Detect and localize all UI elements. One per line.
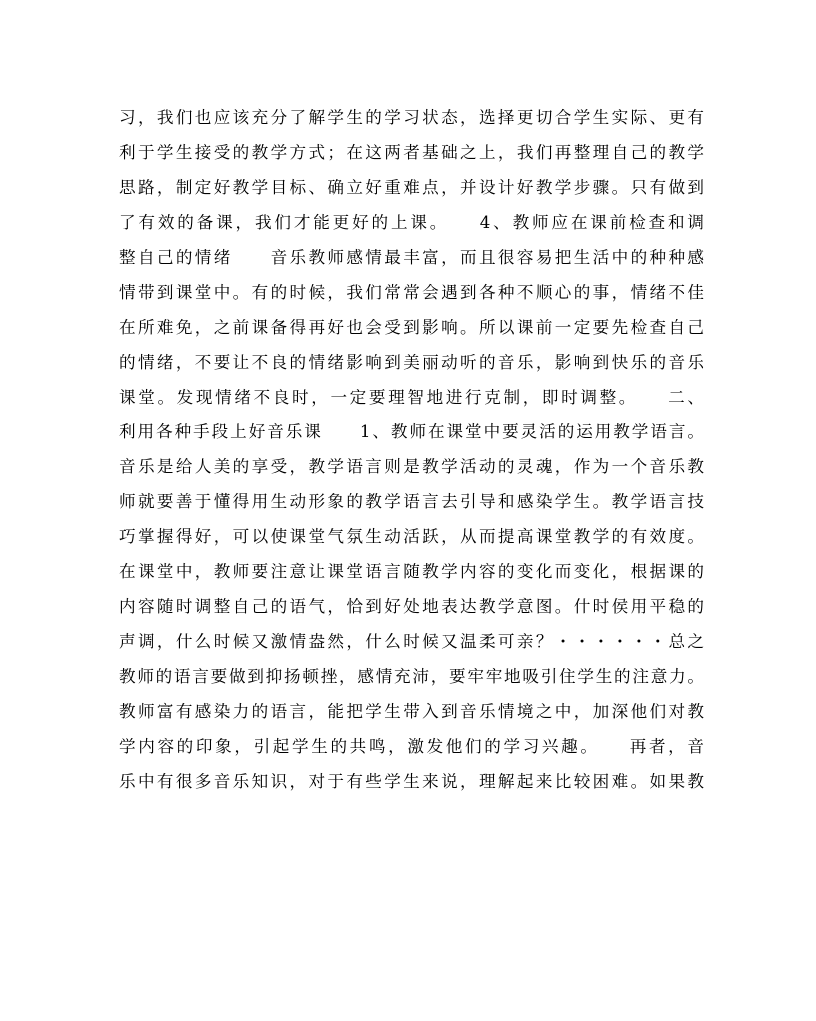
- text-line: 了有效的备课，我们才能更好的上课。 4、教师应在课前检查和调: [119, 212, 704, 232]
- text-line: 教师富有感染力的语言，能把学生带入到音乐情境之中，加深他们对教: [119, 701, 704, 721]
- text-line: 利用各种手段上好音乐课 1、教师在课堂中要灵活的运用教学语言。: [119, 422, 704, 442]
- text-line: 师就要善于懂得用生动形象的教学语言去引导和感染学生。教学语言技: [119, 492, 704, 512]
- text-line: 的情绪，不要让不良的情绪影响到美丽动听的音乐，影响到快乐的音乐: [119, 352, 704, 372]
- text-line: 利于学生接受的教学方式；在这两者基础之上，我们再整理自己的教学: [119, 142, 704, 162]
- text-line: 情带到课堂中。有的时候，我们常常会遇到各种不顺心的事，情绪不佳: [119, 282, 704, 302]
- text-line: 学内容的印象，引起学生的共鸣，激发他们的学习兴趣。 再者，音: [119, 736, 704, 756]
- text-line: 乐中有很多音乐知识，对于有些学生来说，理解起来比较困难。如果教: [119, 771, 704, 791]
- text-line: 思路，制定好教学目标、确立好重难点，并设计好教学步骤。只有做到: [119, 177, 704, 197]
- text-line: 课堂。发现情绪不良时，一定要理智地进行克制，即时调整。 二、: [119, 387, 704, 407]
- text-line: 音乐是给人美的享受，教学语言则是教学活动的灵魂，作为一个音乐教: [119, 457, 704, 477]
- body-text: [119, 101, 704, 800]
- text-line: 在所难免，之前课备得再好也会受到影响。所以课前一定要先检查自己: [119, 317, 704, 337]
- text-line: 整自己的情绪 音乐教师感情最丰富，而且很容易把生活中的种种感: [119, 247, 704, 267]
- text-line: 内容随时调整自己的语气，恰到好处地表达教学意图。什时侯用平稳的: [119, 597, 704, 617]
- text-line: 声调，什么时候又激情盎然，什么时候又温柔可亲？・・・・・・总之: [119, 632, 704, 652]
- text-line: 习，我们也应该充分了解学生的学习状态，选择更切合学生实际、更有: [119, 108, 704, 127]
- text-line: 教师的语言要做到抑扬顿挫，感情充沛，要牢牢地吸引住学生的注意力。: [119, 667, 704, 686]
- text-line: 巧掌握得好，可以使课堂气氛生动活跃，从而提高课堂教学的有效度。: [119, 527, 704, 547]
- text-line: 在课堂中，教师要注意让课堂语言随教学内容的变化而变化，根据课的: [119, 562, 704, 582]
